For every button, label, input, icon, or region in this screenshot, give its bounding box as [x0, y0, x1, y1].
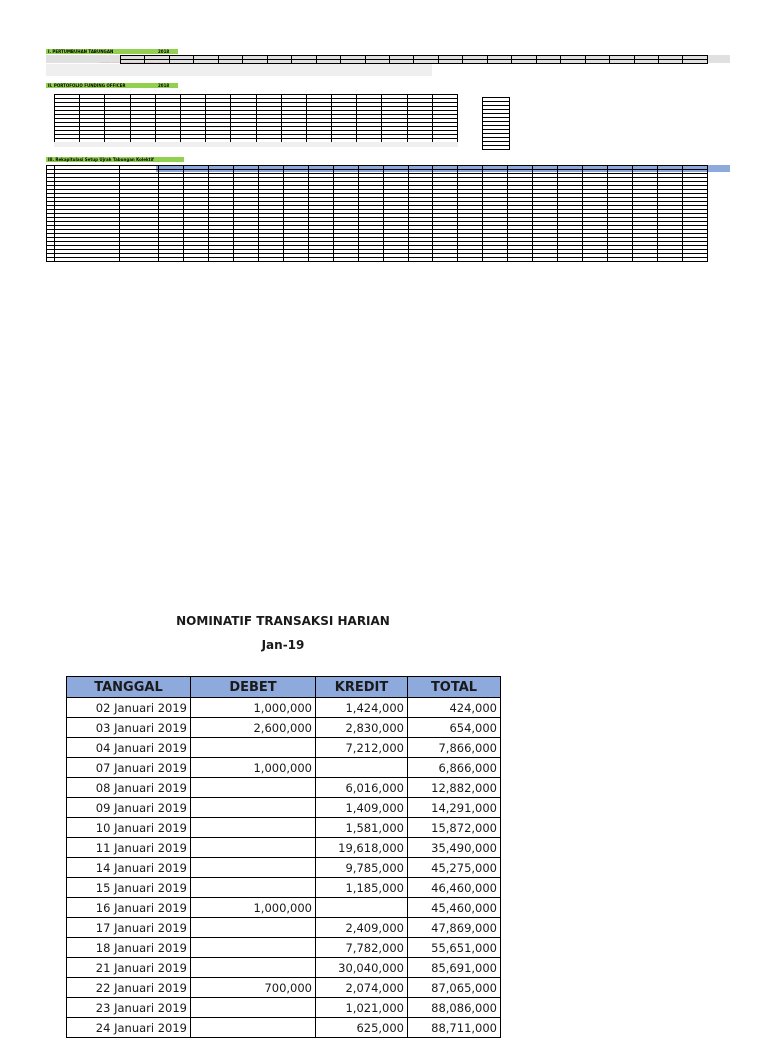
- cell-total: 15,872,000: [408, 818, 501, 838]
- cell-kredit: 2,830,000: [316, 718, 408, 738]
- cell-debet: 1,000,000: [191, 698, 316, 718]
- cell-kredit: 7,212,000: [316, 738, 408, 758]
- section-2-label: II. PORTOFOLIO FUNDING OFFICER: [48, 83, 126, 88]
- cell-tanggal: 02 Januari 2019: [67, 698, 191, 718]
- report-title: NOMINATIF TRANSAKSI HARIAN: [176, 614, 390, 628]
- cell-debet: [191, 938, 316, 958]
- section-1-summary: [46, 64, 432, 76]
- cell-kredit: 9,785,000: [316, 858, 408, 878]
- transaction-table: [66, 676, 501, 1038]
- column-header-tanggal: TANGGAL: [67, 677, 191, 698]
- table-row: [67, 758, 501, 778]
- cell-tanggal: 10 Januari 2019: [67, 818, 191, 838]
- cell-kredit: [316, 898, 408, 918]
- cell-debet: [191, 818, 316, 838]
- cell-debet: 2,600,000: [191, 718, 316, 738]
- cell-debet: [191, 738, 316, 758]
- table-row: [67, 778, 501, 798]
- cell-tanggal: 11 Januari 2019: [67, 838, 191, 858]
- cell-total: 46,460,000: [408, 878, 501, 898]
- cell-debet: [191, 958, 316, 978]
- cell-debet: [191, 1018, 316, 1038]
- cell-debet: [191, 858, 316, 878]
- cell-tanggal: 23 Januari 2019: [67, 998, 191, 1018]
- cell-tanggal: 22 Januari 2019: [67, 978, 191, 998]
- spreadsheet-overview: [0, 0, 768, 280]
- cell-debet: [191, 878, 316, 898]
- cell-total: 55,651,000: [408, 938, 501, 958]
- section-2-side-grid: [482, 97, 510, 150]
- table-row: [67, 978, 501, 998]
- table-row: [67, 698, 501, 718]
- table-row: [67, 878, 501, 898]
- cell-kredit: 625,000: [316, 1018, 408, 1038]
- cell-kredit: 2,074,000: [316, 978, 408, 998]
- cell-total: 14,291,000: [408, 798, 501, 818]
- section-1-label: I. PERTUMBUHAN TABUNGAN: [48, 49, 114, 54]
- section-3-grid: [46, 165, 708, 262]
- table-header-row: [67, 677, 501, 698]
- cell-total: 47,869,000: [408, 918, 501, 938]
- section-1-year: 2018: [158, 49, 170, 54]
- cell-tanggal: 09 Januari 2019: [67, 798, 191, 818]
- section-2-footer-band: [54, 142, 458, 147]
- section-2-green-row: ··········· ··········· ···········: [200, 125, 234, 129]
- cell-tanggal: 17 Januari 2019: [67, 918, 191, 938]
- cell-tanggal: 04 Januari 2019: [67, 738, 191, 758]
- table-row: [67, 838, 501, 858]
- cell-total: 87,065,000: [408, 978, 501, 998]
- cell-kredit: 1,185,000: [316, 878, 408, 898]
- cell-total: 45,460,000: [408, 898, 501, 918]
- cell-total: 35,490,000: [408, 838, 501, 858]
- cell-total: 45,275,000: [408, 858, 501, 878]
- table-row: [67, 898, 501, 918]
- cell-debet: [191, 998, 316, 1018]
- cell-debet: [191, 918, 316, 938]
- cell-kredit: 30,040,000: [316, 958, 408, 978]
- cell-tanggal: 07 Januari 2019: [67, 758, 191, 778]
- cell-total: 88,711,000: [408, 1018, 501, 1038]
- report-period: Jan-19: [261, 638, 305, 652]
- section-2-year: 2018: [158, 83, 170, 88]
- cell-tanggal: 24 Januari 2019: [67, 1018, 191, 1038]
- table-row: [67, 998, 501, 1018]
- cell-debet: 1,000,000: [191, 758, 316, 778]
- cell-kredit: 7,782,000: [316, 938, 408, 958]
- table-row: [67, 938, 501, 958]
- section-1-header: [46, 49, 178, 54]
- cell-tanggal: 14 Januari 2019: [67, 858, 191, 878]
- cell-kredit: 19,618,000: [316, 838, 408, 858]
- cell-tanggal: 21 Januari 2019: [67, 958, 191, 978]
- cell-total: 85,691,000: [408, 958, 501, 978]
- table-row: [67, 738, 501, 758]
- cell-debet: [191, 838, 316, 858]
- table-row: [67, 958, 501, 978]
- cell-tanggal: 03 Januari 2019: [67, 718, 191, 738]
- cell-tanggal: 16 Januari 2019: [67, 898, 191, 918]
- cell-kredit: [316, 758, 408, 778]
- section-2-red-row-1: ··················· ·········: [56, 100, 84, 104]
- cell-debet: [191, 798, 316, 818]
- cell-debet: [191, 778, 316, 798]
- cell-debet: 1,000,000: [191, 898, 316, 918]
- section-1-red-values: ··········· ··········· ··········· ··········· ··········· ···········: [100, 60, 168, 64]
- cell-kredit: 1,581,000: [316, 818, 408, 838]
- cell-debet: 700,000: [191, 978, 316, 998]
- column-header-total: TOTAL: [408, 677, 501, 698]
- section-1-grid: [120, 55, 708, 64]
- section-3-label: III. Rekapitulasi Setup Ujrah Tabungan Kolektif: [48, 157, 154, 162]
- table-row: [67, 858, 501, 878]
- cell-total: 424,000: [408, 698, 501, 718]
- table-row: [67, 718, 501, 738]
- cell-total: 654,000: [408, 718, 501, 738]
- section-3-header: [46, 157, 184, 162]
- cell-total: 88,086,000: [408, 998, 501, 1018]
- cell-kredit: 1,409,000: [316, 798, 408, 818]
- cell-total: 12,882,000: [408, 778, 501, 798]
- cell-total: 7,866,000: [408, 738, 501, 758]
- column-header-kredit: KREDIT: [316, 677, 408, 698]
- cell-kredit: 6,016,000: [316, 778, 408, 798]
- cell-kredit: 1,021,000: [316, 998, 408, 1018]
- table-row: [67, 1018, 501, 1038]
- column-header-debet: DEBET: [191, 677, 316, 698]
- cell-tanggal: 08 Januari 2019: [67, 778, 191, 798]
- cell-kredit: 1,424,000: [316, 698, 408, 718]
- table-row: [67, 918, 501, 938]
- cell-tanggal: 15 Januari 2019: [67, 878, 191, 898]
- section-2-grid: [54, 94, 458, 143]
- cell-total: 6,866,000: [408, 758, 501, 778]
- section-2-header: [46, 83, 178, 88]
- table-row: [67, 818, 501, 838]
- cell-kredit: 2,409,000: [316, 918, 408, 938]
- cell-tanggal: 18 Januari 2019: [67, 938, 191, 958]
- table-row: [67, 798, 501, 818]
